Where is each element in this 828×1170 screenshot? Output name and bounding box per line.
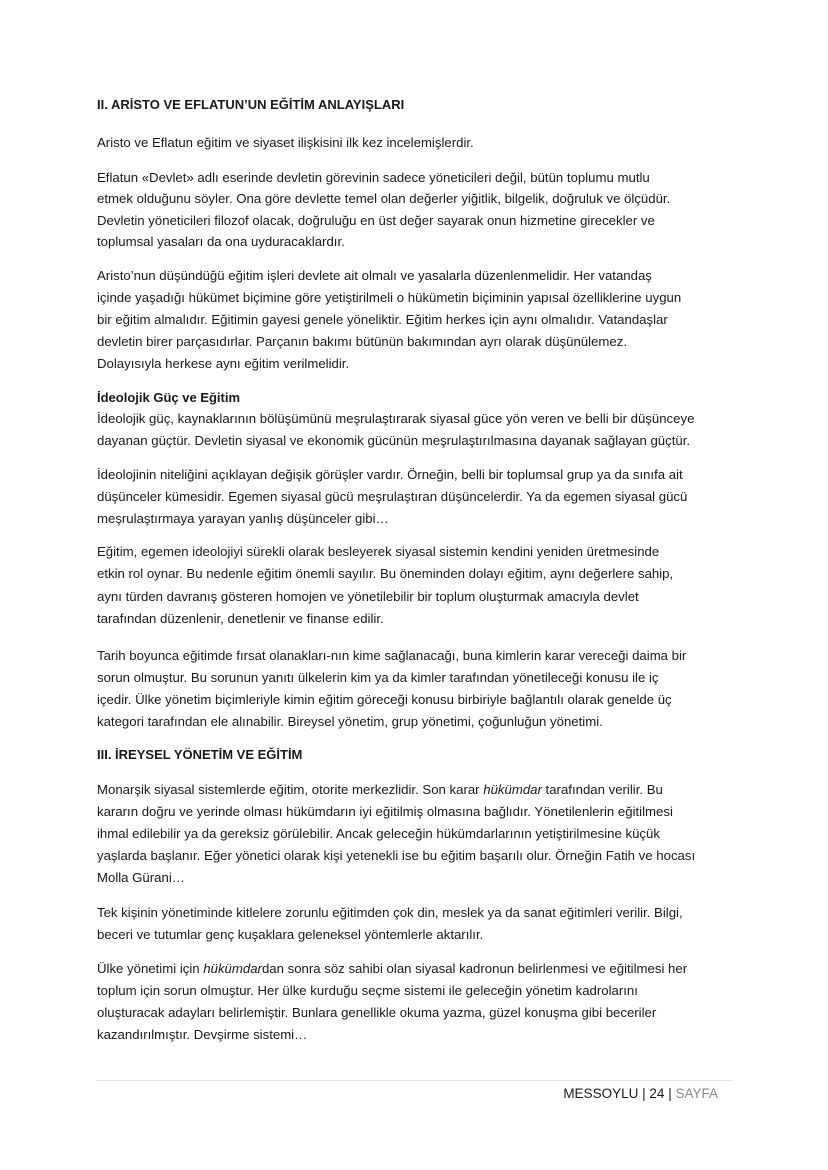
paragraph-line: Dolayısıyla herkese aynı eğitim verilmelidir. [97, 356, 350, 371]
text-segment: dan sonra söz sahibi olan siyasal kadronun belirlenmesi ve eğitilmesi her [261, 961, 688, 976]
paragraph-line: yaşlarda başlanır. Eğer yönetici olarak kişi yetenekli ise bu eğitim başarılı olur. Örneğin Fatih ve hocası [97, 848, 696, 863]
text-segment: tarafından verilir. Bu [541, 782, 663, 797]
text-segment: Monarşik siyasal sistemlerde eğitim, otorite merkezlidir. Son karar [97, 782, 484, 797]
paragraph-line: oluşturacak adayları belirlemiştir. Bunlara genellikle okuma yazma, güzel konuşma gibi beceriler [97, 1005, 657, 1020]
paragraph-line: kazandırılmıştır. Devşirme sistemi… [97, 1027, 308, 1042]
paragraph-line: aynı türden davranış gösteren homojen ve yönetilebilir bir toplum oluşturmak amacıyla devlet [97, 589, 639, 604]
paragraph-line: sorun olmuştur. Bu sorunun yanıtı ülkelerin kim ya da kimler tarafından yönetileceği konusu ile iç [97, 670, 659, 685]
paragraph-line: Molla Gürani… [97, 870, 185, 885]
paragraph-line: meşrulaştırmaya yarayan yanlış düşünceler gibi… [97, 511, 389, 526]
page-footer [563, 1086, 718, 1101]
paragraph-line: içinde yaşadığı hükümet biçimine göre yetiştirilmeli o hükümetin biçiminin yapısal özelliklerine uygun [97, 290, 682, 305]
emphasized-text: hükümdar [203, 961, 262, 976]
paragraph-line: tarafından düzenlenir, denetlenir ve finanse edilir. [97, 611, 384, 626]
paragraph-line [97, 960, 687, 978]
paragraph-line: kararın doğru ve yerinde olması hükümdarın iyi eğitilmiş olmasına bağlıdır. Yönetilenlerin eğitilmesi [97, 804, 673, 819]
paragraph-line: İdeolojik güç, kaynaklarının bölüşümünü meşrulaştırarak siyasal güce yön veren ve belli bir düşünceye [97, 411, 695, 426]
footer-separator: | [642, 1086, 646, 1101]
paragraph-line: Tarih boyunca eğitimde fırsat olanakları-nın kime sağlanacağı, buna kimlerin karar vereceği daima bir [97, 648, 687, 663]
section-heading: III. İREYSEL YÖNETİM VE EĞİTİM [97, 747, 303, 762]
paragraph-line: etmek olduğunu söyler. Ona göre devlette temel olan değerler yiğitlik, bilgelik, doğruluk ve ölçüdür. [97, 191, 671, 206]
emphasized-text: hükümdar [483, 782, 542, 797]
paragraph-line: bir eğitim almalıdır. Eğitimin gayesi genele yöneliktir. Eğitim herkes için aynı olmalıdır. Vatandaşlar [97, 312, 668, 327]
footer-author: MESSOYLU [563, 1086, 639, 1101]
paragraph-line: etkin rol oynar. Bu nedenle eğitim önemli sayılır. Bu öneminden dolayı eğitim, aynı değerlere sahip, [97, 566, 674, 581]
paragraph-line: Tek kişinin yönetiminde kitlelere zorunlu eğitimden çok din, meslek ya da sanat eğitimleri verilir. Bilgi, [97, 905, 683, 920]
paragraph-line: düşünceler kümesidir. Egemen siyasal gücü meşrulaştıran düşüncelerdir. Ya da egemen siyasal gücü [97, 489, 688, 504]
paragraph-line: toplum için sorun olmuştur. Her ülke kurduğu seçme sistemi ile geleceğin yönetim kadrolarını [97, 983, 638, 998]
paragraph-line: içedir. Ülke yönetim biçimleriyle kimin eğitim göreceği konusu birbiriyle bağlantılı olarak genelde üç [97, 692, 672, 707]
paragraph-line: Eflatun «Devlet» adlı eserinde devletin görevinin sadece yöneticileri değil, bütün toplumu mutlu [97, 170, 650, 185]
paragraph-line: Aristo’nun düşündüğü eğitim işleri devlete ait olmalı ve yasalarla düzenlenmelidir. Her vatandaş [97, 268, 652, 283]
footer-label: SAYFA [675, 1086, 718, 1101]
page-number: 24 [649, 1086, 665, 1101]
paragraph-line: toplumsal yasaları da ona uyduracaklardır. [97, 234, 345, 249]
paragraph-line: Eğitim, egemen ideolojiyi sürekli olarak besleyerek siyasal sistemin kendini yeniden üretmesinde [97, 544, 660, 559]
paragraph-line [97, 781, 663, 799]
paragraph-line: beceri ve tutumlar genç kuşaklara geleneksel yöntemlerle aktarılır. [97, 927, 484, 942]
subsection-heading: İdeolojik Güç ve Eğitim [97, 390, 241, 405]
paragraph-line: Aristo ve Eflatun eğitim ve siyaset ilişkisini ilk kez incelemişlerdir. [97, 135, 474, 150]
paragraph-line: dayanan güçtür. Devletin siyasal ve ekonomik gücünün meşrulaştırılmasına dayanak sağlayan güçtür. [97, 433, 691, 448]
paragraph-line: ihmal edilebilir ya da gereksiz görülebilir. Ancak geleceğin hükümdarlarının yetiştirilmesine küçük [97, 826, 660, 841]
footer-divider [97, 1080, 733, 1081]
footer-separator: | [668, 1086, 672, 1101]
section-heading: II. ARİSTO VE EFLATUN’UN EĞİTİM ANLAYIŞLARI [97, 97, 405, 112]
paragraph-line: Devletin yöneticileri filozof olacak, doğruluğu en üst değer sayarak onun hizmetine girecekler ve [97, 213, 655, 228]
paragraph-line: kategori tarafından ele alınabilir. Bireysel yönetim, grup yönetimi, çoğunluğun yönetimi. [97, 714, 603, 729]
paragraph-line: İdeolojinin niteliğini açıklayan değişik görüşler vardır. Örneğin, belli bir toplumsal grup ya da sınıfa ait [97, 467, 683, 482]
paragraph-line: devletin birer parçasıdırlar. Parçanın bakımı bütünün bakımından ayrı olarak düşünülemez. [97, 334, 627, 349]
text-segment: Ülke yönetimi için [97, 961, 204, 976]
